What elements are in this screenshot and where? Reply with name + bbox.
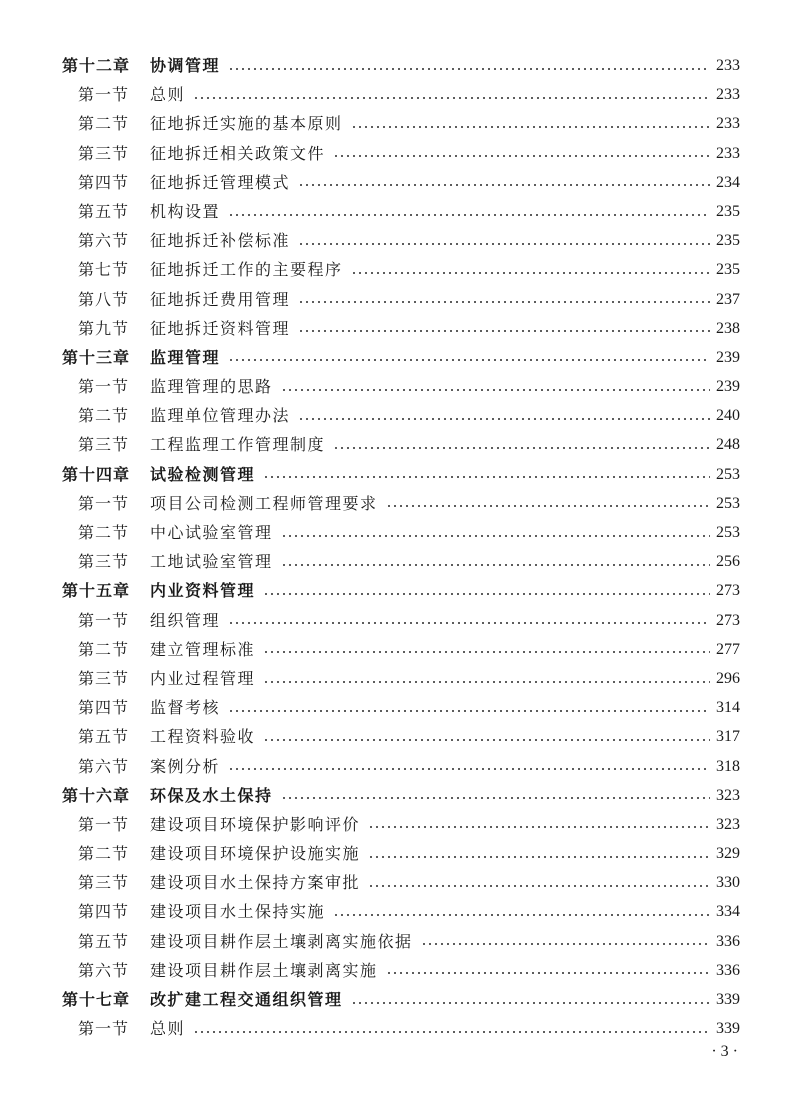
entry-title: 工地试验室管理: [150, 552, 273, 572]
toc-section-entry: [0, 430, 790, 459]
entry-page-number: 256: [716, 553, 740, 571]
entry-title: 征地拆迁管理模式: [150, 172, 291, 192]
dot-leader: [228, 68, 710, 70]
toc-section-entry: [0, 810, 790, 839]
entry-title: 建设项目耕作层土壤剥离实施依据: [150, 931, 413, 951]
entry-page-number: 336: [716, 932, 740, 950]
toc-section-entry: [0, 606, 790, 635]
entry-title: 征地拆迁费用管理: [150, 289, 291, 309]
dot-leader: [228, 710, 710, 712]
toc-chapter-entry: [0, 985, 790, 1014]
entry-page-number: 235: [716, 261, 740, 279]
entry-title: 征地拆迁资料管理: [150, 318, 291, 338]
entry-number: 第四节: [78, 172, 130, 192]
dot-leader: [263, 739, 710, 741]
entry-title: 协调管理: [150, 56, 221, 75]
toc-section-entry: [0, 255, 790, 284]
entry-title: 征地拆迁实施的基本原则: [150, 114, 343, 134]
dot-leader: [386, 972, 710, 974]
toc-chapter-entry: [0, 576, 790, 605]
toc-section-entry: [0, 752, 790, 781]
dot-leader: [333, 447, 710, 449]
entry-page-number: 277: [716, 640, 740, 658]
entry-page-number: 240: [716, 407, 740, 425]
dot-leader: [228, 359, 710, 361]
toc-section-entry: [0, 547, 790, 576]
dot-leader: [281, 535, 710, 537]
entry-number: 第三节: [78, 668, 130, 688]
entry-title: 建设项目水土保持实施: [150, 902, 326, 922]
toc-section-entry: [0, 197, 790, 226]
entry-title: 中心试验室管理: [150, 523, 273, 542]
entry-title: 征地拆迁补偿标准: [150, 231, 291, 251]
entry-number: 第五节: [78, 931, 130, 951]
toc-section-entry: [0, 139, 790, 168]
entry-number: 第十七章: [62, 990, 131, 1009]
entry-number: 第二节: [78, 523, 130, 542]
entry-title: 改扩建工程交通组织管理: [150, 990, 343, 1009]
entry-page-number: 253: [716, 465, 740, 483]
dot-leader: [298, 301, 710, 303]
toc-section-entry: [0, 285, 790, 314]
toc-section-entry: [0, 109, 790, 138]
entry-page-number: 235: [716, 232, 740, 250]
dot-leader: [298, 243, 710, 245]
toc-section-entry: [0, 956, 790, 985]
dot-leader: [333, 155, 710, 157]
entry-number: 第十三章: [62, 347, 131, 367]
dot-leader: [281, 564, 710, 566]
toc-section-entry: [0, 1014, 790, 1043]
dot-leader: [263, 681, 710, 683]
entry-number: 第一节: [78, 85, 130, 105]
entry-page-number: 239: [716, 348, 740, 366]
toc-section-entry: [0, 839, 790, 868]
entry-title: 项目公司检测工程师管理要求: [150, 493, 378, 513]
dot-leader: [386, 505, 710, 507]
entry-number: 第二节: [78, 406, 130, 426]
entry-number: 第二节: [78, 639, 130, 659]
entry-title: 案例分析: [150, 756, 221, 776]
entry-page-number: 239: [716, 378, 740, 396]
toc-section-entry: [0, 518, 790, 547]
dot-leader: [298, 418, 710, 420]
dot-leader: [228, 768, 710, 770]
entry-title: 监理管理: [150, 347, 221, 367]
entry-page-number: 336: [716, 961, 740, 979]
entry-page-number: 314: [716, 699, 740, 717]
entry-title: 总则: [150, 1019, 186, 1039]
toc-section-entry: [0, 635, 790, 664]
entry-page-number: 339: [716, 991, 740, 1008]
entry-number: 第九节: [78, 318, 130, 338]
dot-leader: [228, 622, 710, 624]
entry-number: 第一节: [78, 493, 130, 513]
entry-title: 建设项目耕作层土壤剥离实施: [150, 960, 378, 980]
entry-page-number: 233: [716, 86, 740, 104]
dot-leader: [368, 856, 710, 858]
entry-number: 第五节: [78, 727, 130, 747]
entry-number: 第七节: [78, 260, 130, 280]
entry-page-number: 296: [716, 669, 740, 687]
entry-number: 第六节: [78, 756, 130, 776]
dot-leader: [351, 272, 710, 274]
toc-section-entry: [0, 314, 790, 343]
entry-title: 建立管理标准: [150, 639, 256, 659]
entry-page-number: 323: [716, 815, 740, 833]
dot-leader: [193, 1031, 710, 1033]
entry-number: 第二节: [78, 114, 130, 134]
entry-number: 第五节: [78, 201, 130, 221]
entry-page-number: 235: [716, 202, 740, 220]
entry-number: 第三节: [78, 435, 130, 455]
entry-title: 征地拆迁相关政策文件: [150, 143, 326, 163]
entry-number: 第六节: [78, 960, 130, 980]
entry-number: 第十五章: [62, 581, 131, 601]
entry-page-number: 339: [716, 1020, 740, 1038]
toc-section-entry: [0, 927, 790, 956]
dot-leader: [351, 126, 710, 128]
entry-number: 第十四章: [62, 464, 131, 484]
entry-number: 第三节: [78, 873, 130, 893]
entry-title: 组织管理: [150, 610, 221, 630]
entry-number: 第一节: [78, 610, 130, 630]
entry-number: 第一节: [78, 377, 130, 397]
entry-title: 环保及水土保持: [150, 785, 273, 805]
toc-section-entry: [0, 372, 790, 401]
entry-title: 试验检测管理: [150, 464, 256, 484]
entry-page-number: 318: [716, 757, 740, 775]
entry-number: 第六节: [78, 231, 130, 251]
entry-page-number: 253: [716, 524, 740, 541]
toc-section-entry: [0, 897, 790, 926]
toc-section-entry: [0, 489, 790, 518]
entry-page-number: 233: [716, 144, 740, 162]
entry-number: 第三节: [78, 143, 130, 163]
dot-leader: [333, 914, 710, 916]
toc-section-entry: [0, 693, 790, 722]
page-number: · 3 ·: [711, 1043, 738, 1060]
entry-page-number: 238: [716, 319, 740, 337]
toc-chapter-entry: [0, 460, 790, 489]
toc-section-entry: [0, 80, 790, 109]
entry-title: 内业过程管理: [150, 668, 256, 688]
entry-page-number: 317: [716, 728, 740, 746]
dot-leader: [368, 885, 710, 887]
entry-number: 第十二章: [62, 56, 131, 75]
entry-number: 第八节: [78, 289, 130, 309]
dot-leader: [351, 1002, 710, 1004]
toc-chapter-entry: [0, 343, 790, 372]
entry-title: 监理管理的思路: [150, 377, 273, 397]
toc-section-entry: [0, 722, 790, 751]
entry-title: 工程资料验收: [150, 727, 256, 747]
entry-title: 征地拆迁工作的主要程序: [150, 260, 343, 280]
dot-leader: [368, 826, 710, 828]
dot-leader: [298, 330, 710, 332]
entry-page-number: 237: [716, 290, 740, 308]
dot-leader: [263, 476, 710, 478]
entry-page-number: 330: [716, 874, 740, 892]
toc-section-entry: [0, 226, 790, 255]
entry-page-number: 253: [716, 494, 740, 512]
table-of-contents: [0, 51, 790, 1043]
entry-title: 内业资料管理: [150, 581, 256, 601]
dot-leader: [228, 214, 710, 216]
entry-title: 机构设置: [150, 201, 221, 221]
entry-page-number: 233: [716, 57, 740, 74]
dot-leader: [281, 797, 710, 799]
dot-leader: [193, 97, 710, 99]
entry-page-number: 234: [716, 173, 740, 191]
entry-page-number: 273: [716, 611, 740, 629]
entry-number: 第四节: [78, 902, 130, 922]
toc-section-entry: [0, 401, 790, 430]
dot-leader: [298, 184, 710, 186]
entry-number: 第四节: [78, 698, 130, 718]
entry-number: 第三节: [78, 552, 130, 572]
entry-number: 第十六章: [62, 785, 131, 805]
toc-chapter-entry: [0, 781, 790, 810]
toc-section-entry: [0, 664, 790, 693]
toc-section-entry: [0, 868, 790, 897]
entry-title: 建设项目环境保护设施实施: [150, 844, 361, 864]
entry-title: 建设项目环境保护影响评价: [150, 814, 361, 834]
entry-title: 建设项目水土保持方案审批: [150, 873, 361, 893]
entry-page-number: 248: [716, 436, 740, 454]
entry-number: 第一节: [78, 814, 130, 834]
dot-leader: [281, 389, 710, 391]
toc-chapter-entry: [0, 51, 790, 80]
dot-leader: [263, 593, 710, 595]
entry-number: 第一节: [78, 1019, 130, 1039]
entry-number: 第二节: [78, 844, 130, 864]
entry-title: 监督考核: [150, 698, 221, 718]
dot-leader: [263, 651, 710, 653]
dot-leader: [421, 943, 710, 945]
entry-page-number: 273: [716, 582, 740, 600]
entry-title: 监理单位管理办法: [150, 406, 291, 426]
entry-title: 总则: [150, 85, 186, 105]
toc-section-entry: [0, 168, 790, 197]
entry-title: 工程监理工作管理制度: [150, 435, 326, 455]
entry-page-number: 323: [716, 786, 740, 804]
entry-page-number: 334: [716, 903, 740, 921]
entry-page-number: 329: [716, 845, 740, 863]
entry-page-number: 233: [716, 115, 740, 133]
